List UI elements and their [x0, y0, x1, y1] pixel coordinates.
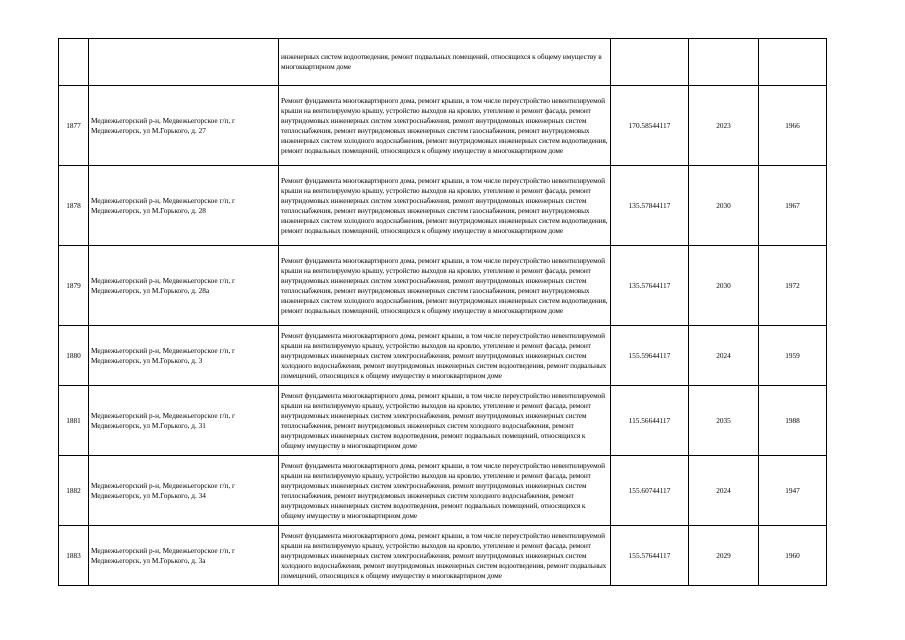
row-number: 1883 — [59, 526, 89, 586]
row-number: 1881 — [59, 386, 89, 456]
row-works: Ремонт фундамента многоквартирного дома, ремонт крыши, в том числе переустройство невентилируемой крыши на вентилируемую крышу, устройство выходов на кровлю, утепление и ремонт фасада, ремонт внутридомовых инженерных систем электроснабжения, ремонт внутридомовых инженерных систем теплоснабжения, ремонт внутридомовых инженерных систем холодного водоснабжения, ремонт внутридомовых инженерных систем водоотведения, ремонт подвальных помещений, относящихся к общему имуществу в многоквартирном доме — [279, 456, 611, 526]
row-cost: 155.60744117 — [611, 456, 689, 526]
row-built-year: 1947 — [759, 456, 827, 526]
row-built-year: 1972 — [759, 246, 827, 326]
row-address: Медвежьегорский р-н, Медвежьегорское г/п, г Медвежьегорск, ул М.Горького, д. 3 — [89, 326, 279, 386]
table-row — [59, 326, 827, 386]
row-built-year: 1959 — [759, 326, 827, 386]
row-repair-year: 2030 — [689, 246, 759, 326]
row-repair-year: 2024 — [689, 456, 759, 526]
row-repair-year: 2024 — [689, 326, 759, 386]
table-row — [59, 39, 827, 86]
row-cost: 155.57644117 — [611, 526, 689, 586]
row-address: Медвежьегорский р-н, Медвежьегорское г/п, г Медвежьегорск, ул М.Горького, д. 27 — [89, 86, 279, 166]
row-cost: 155.59644117 — [611, 326, 689, 386]
row-built-year: 1966 — [759, 86, 827, 166]
row-cost: 135.57844117 — [611, 166, 689, 246]
row-address: Медвежьегорский р-н, Медвежьегорское г/п, г Медвежьегорск, ул М.Горького, д. 3а — [89, 526, 279, 586]
row-works: Ремонт фундамента многоквартирного дома, ремонт крыши, в том числе переустройство невентилируемой крыши на вентилируемую крышу, устройство выходов на кровлю, утепление и ремонт фасада, ремонт внутридомовых инженерных систем электроснабжения, ремонт внутридомовых инженерных систем теплоснабжения, ремонт внутридомовых инженерных систем газоснабжения, ремонт внутридомовых инженерных систем холодного водоснабжения, ремонт внутридомовых инженерных систем водоотведения, ремонт подвальных помещений, относящихся к общему имуществу в многоквартирном доме — [279, 166, 611, 246]
table-row — [59, 386, 827, 456]
table-row — [59, 246, 827, 326]
row-cost: 115.56644117 — [611, 386, 689, 456]
row-repair-year: 2023 — [689, 86, 759, 166]
row-number — [59, 39, 89, 86]
row-cost — [611, 39, 689, 86]
row-repair-year: 2029 — [689, 526, 759, 586]
table-row — [59, 166, 827, 246]
table-row — [59, 526, 827, 586]
row-repair-year: 2035 — [689, 386, 759, 456]
row-repair-year — [689, 39, 759, 86]
row-works: Ремонт фундамента многоквартирного дома, ремонт крыши, в том числе переустройство невентилируемой крыши на вентилируемую крышу, устройство выходов на кровлю, утепление и ремонт фасада, ремонт внутридомовых инженерных систем электроснабжения, ремонт внутридомовых инженерных систем теплоснабжения, ремонт внутридомовых инженерных систем газоснабжения, ремонт внутридомовых инженерных систем холодного водоснабжения, ремонт внутридомовых инженерных систем водоотведения, ремонт подвальных помещений, относящихся к общему имуществу в многоквартирном доме — [279, 246, 611, 326]
row-works: инженерных систем водоотведения, ремонт подвальных помещений, относящихся к общему имуществу в многоквартирном доме — [279, 39, 611, 86]
row-cost: 135.57644117 — [611, 246, 689, 326]
table-row — [59, 86, 827, 166]
table-row — [59, 456, 827, 526]
row-works: Ремонт фундамента многоквартирного дома, ремонт крыши, в том числе переустройство невентилируемой крыши на вентилируемую крышу, устройство выходов на кровлю, утепление и ремонт фасада, ремонт внутридомовых инженерных систем электроснабжения, ремонт внутридомовых инженерных систем холодного водоснабжения, ремонт внутридомовых инженерных систем водоотведения, ремонт подвальных помещений, относящихся к общему имуществу в многоквартирном доме — [279, 526, 611, 586]
row-number: 1879 — [59, 246, 89, 326]
row-address — [89, 39, 279, 86]
row-built-year — [759, 39, 827, 86]
row-built-year: 1960 — [759, 526, 827, 586]
row-number: 1882 — [59, 456, 89, 526]
row-works: Ремонт фундамента многоквартирного дома, ремонт крыши, в том числе переустройство невентилируемой крыши на вентилируемую крышу, устройство выходов на кровлю, утепление и ремонт фасада, ремонт внутридомовых инженерных систем электроснабжения, ремонт внутридомовых инженерных систем теплоснабжения, ремонт внутридомовых инженерных систем газоснабжения, ремонт внутридомовых инженерных систем холодного водоснабжения, ремонт внутридомовых инженерных систем водоотведения, ремонт подвальных помещений, относящихся к общему имуществу в многоквартирном доме — [279, 86, 611, 166]
row-address: Медвежьегорский р-н, Медвежьегорское г/п, г Медвежьегорск, ул М.Горького, д. 34 — [89, 456, 279, 526]
row-repair-year: 2030 — [689, 166, 759, 246]
housing-repair-table — [58, 38, 827, 586]
row-address: Медвежьегорский р-н, Медвежьегорское г/п, г Медвежьегорск, ул М.Горького, д. 28а — [89, 246, 279, 326]
row-address: Медвежьегорский р-н, Медвежьегорское г/п, г Медвежьегорск, ул М.Горького, д. 31 — [89, 386, 279, 456]
row-number: 1877 — [59, 86, 89, 166]
row-built-year: 1967 — [759, 166, 827, 246]
row-cost: 170.58544117 — [611, 86, 689, 166]
row-built-year: 1988 — [759, 386, 827, 456]
row-works: Ремонт фундамента многоквартирного дома, ремонт крыши, в том числе переустройство невентилируемой крыши на вентилируемую крышу, устройство выходов на кровлю, утепление и ремонт фасада, ремонт внутридомовых инженерных систем электроснабжения, ремонт внутридомовых инженерных систем холодного водоснабжения, ремонт внутридомовых инженерных систем водоотведения, ремонт подвальных помещений, относящихся к общему имуществу в многоквартирном доме — [279, 326, 611, 386]
row-address: Медвежьегорский р-н, Медвежьегорское г/п, г Медвежьегорск, ул М.Горького, д. 28 — [89, 166, 279, 246]
row-number: 1878 — [59, 166, 89, 246]
row-works: Ремонт фундамента многоквартирного дома, ремонт крыши, в том числе переустройство невентилируемой крыши на вентилируемую крышу, устройство выходов на кровлю, утепление и ремонт фасада, ремонт внутридомовых инженерных систем электроснабжения, ремонт внутридомовых инженерных систем теплоснабжения, ремонт внутридомовых инженерных систем холодного водоснабжения, ремонт внутридомовых инженерных систем водоотведения, ремонт подвальных помещений, относящихся к общему имуществу в многоквартирном доме — [279, 386, 611, 456]
row-number: 1880 — [59, 326, 89, 386]
